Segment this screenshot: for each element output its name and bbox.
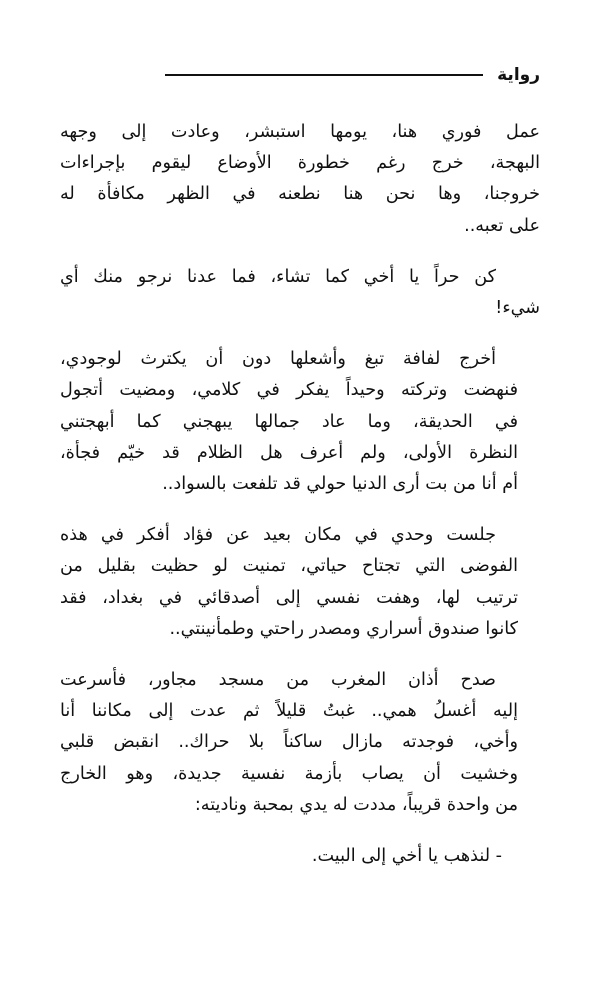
text-line: كن حراً يا أخي كما تشاء، فما عدنا نرجو منك أي [60,266,496,287]
text-line: جلست وحدي في مكان بعيد عن فؤاد أفكر في هذه [60,525,496,546]
header-rule [165,74,483,76]
paragraph-4 [60,520,540,645]
text-line: صدح أذان المغرب من مسجد مجاور، فأسرعت [60,670,496,691]
text-line: أم أنا من بت أرى الدنيا حولي قد تلفعت بالسواد.. [162,474,518,495]
text-line: الفوضى التي تجتاح حياتي، تمنيت لو حظيت بقليل من [60,556,518,577]
text-line: أخرج لفافة تبغ وأشعلها دون أن يكترث لوجودي، [60,349,496,370]
text-line: من واحدة قريباً، مددت له يدي بمحبة وناديته: [194,794,518,815]
dialogue-line: - لنذهب يا أخي إلى البيت. [311,846,502,867]
paragraph-3 [60,344,540,500]
paragraph-2 [60,262,540,324]
text-line: ترتيب لها، وهفت نفسي إلى أصدقائي في بغداد، فقد [60,587,518,608]
page-body [60,117,540,872]
text-line: النظرة الأولى، ولم أعرف هل الظلام قد خيّم فجأة، [60,442,518,463]
text-line: على تعبه.. [464,215,540,236]
text-line: كانوا صندوق أسراري ومصدر راحتي وطمأنينتي.. [169,618,518,639]
paragraph-1 [60,117,540,242]
text-line: فنهضت وتركته وحيداً يفكر في كلامي، ومضيت أتجول [60,380,518,401]
text-line: البهجة، خرج رغم خطورة الأوضاع ليقوم بإجراءات [60,153,540,174]
text-line: وأخي، فوجدته مازال ساكناً بلا حراك.. انقبض قلبي [60,732,518,753]
text-line: خروجنا، وها نحن هنا نطعنه في الظهر مكافأة له [60,184,540,205]
text-line: عمل فوري هنا، يومها استبشر، وعادت إلى وجهه [60,122,540,142]
running-header [140,60,540,90]
text-line: إليه أغسلُ همي.. غبتُ قليلاً ثم عدت إلى مكاننا أنا [60,701,518,722]
paragraph-5 [60,665,540,821]
text-line: شيء! [495,298,540,319]
text-line: في الحديقة، وما عاد جمالها يبهجني كما أبهجتني [60,411,518,432]
header-title: رواية [497,65,540,85]
text-line: وخشيت أن يصاب بأزمة نفسية جديدة، وهو الخارج [60,763,518,784]
